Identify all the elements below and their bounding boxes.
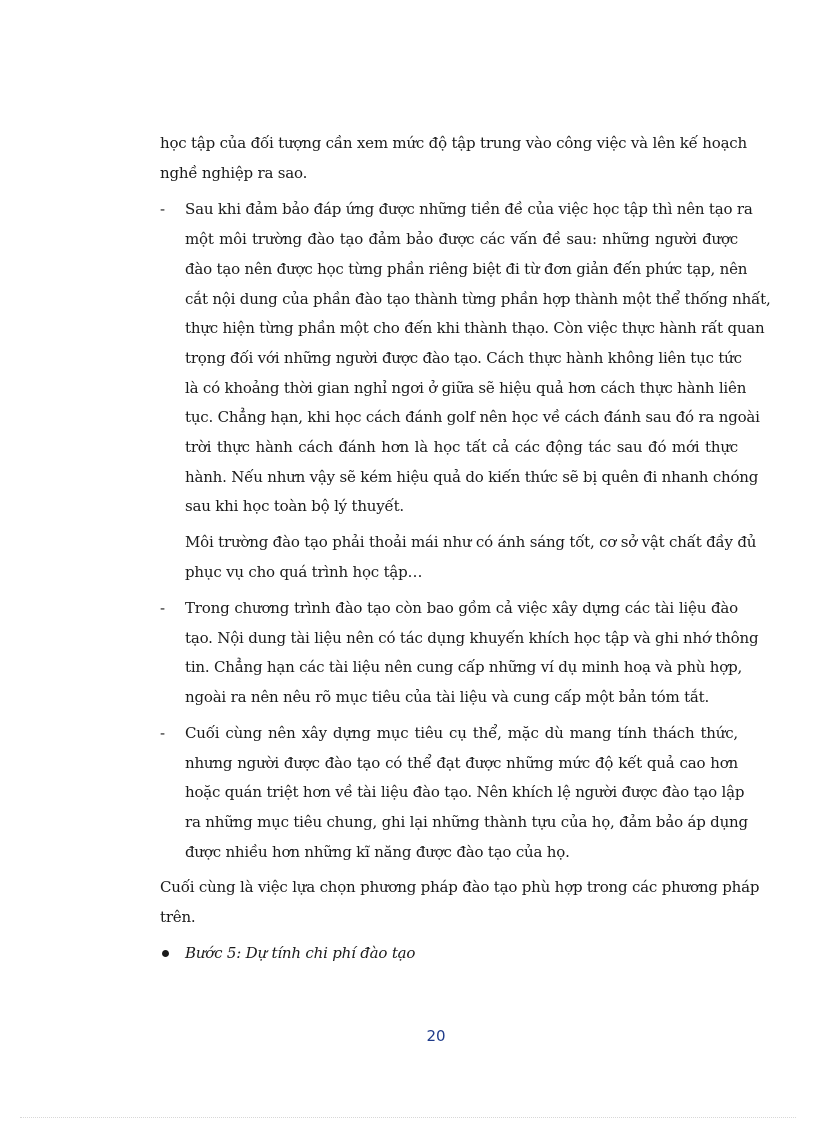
item2-line-4: ngoài ra nên nêu rõ mục tiêu của tài liệu và cung cấp một bản tóm tắt. bbox=[185, 688, 710, 706]
item3-line-2: nhưng người được đào tạo có thể đạt được những mức độ kết quả cao hơn bbox=[185, 754, 738, 772]
item1-line-2: một môi trường đào tạo đảm bảo được các vấn đề sau: những người được bbox=[185, 230, 738, 248]
item1-line-7: là có khoảng thời gian nghỉ ngơi ở giữa sẽ hiệu quả hơn cách thực hành liên bbox=[185, 379, 747, 397]
item1-extra-line-2: phục vụ cho quá trình học tập… bbox=[185, 563, 423, 581]
item1-line-6: trọng đối với những người được đào tạo. Cách thực hành không liên tục tức bbox=[185, 349, 742, 367]
intro-line-1: học tập của đối tượng cần xem mức độ tập trung vào công việc và lên kế hoạch bbox=[160, 134, 747, 152]
item1-extra-line-1: Môi trường đào tạo phải thoải mái như có ánh sáng tốt, cơ sở vật chất đầy đủ bbox=[185, 533, 757, 551]
item1-line-10: hành. Nếu nhưn vậy sẽ kém hiệu quả do kiến thức sẽ bị quên đi nhanh chóng bbox=[185, 468, 759, 486]
dash-marker-2: - bbox=[160, 599, 166, 617]
page-number: 20 bbox=[426, 1027, 446, 1045]
conclusion-line-2: trên. bbox=[160, 908, 196, 926]
item1-line-4: cắt nội dung của phần đào tạo thành từng phần hợp thành một thể thống nhất, bbox=[185, 290, 771, 308]
item3-line-4: ra những mục tiêu chung, ghi lại những thành tựu của họ, đảm bảo áp dụng bbox=[185, 813, 748, 831]
item2-line-2: tạo. Nội dung tài liệu nên có tác dụng khuyến khích học tập và ghi nhớ thông bbox=[185, 629, 759, 647]
item3-line-3: hoặc quán triệt hơn về tài liệu đào tạo. Nên khích lệ người được đào tạo lập bbox=[185, 783, 745, 801]
item1-line-8: tục. Chẳng hạn, khi học cách đánh golf nên học về cách đánh sau đó ra ngoài bbox=[185, 408, 760, 426]
conclusion-line-1: Cuối cùng là việc lựa chọn phương pháp đào tạo phù hợp trong các phương pháp bbox=[160, 878, 760, 896]
dash-marker-1: - bbox=[160, 200, 166, 218]
intro-line-2: nghề nghiệp ra sao. bbox=[160, 164, 308, 182]
item2-line-1: Trong chương trình đào tạo còn bao gồm cả việc xây dựng các tài liệu đào bbox=[185, 599, 738, 617]
step5-heading: Bước 5: Dự tính chi phí đào tạo bbox=[185, 944, 416, 962]
dash-marker-3: - bbox=[160, 724, 166, 742]
item1-line-3: đào tạo nên được học từng phần riêng biệt đi từ đơn giản đến phức tạp, nên bbox=[185, 260, 748, 278]
item3-line-1: Cuối cùng nên xây dựng mục tiêu cụ thể, mặc dù mang tính thách thức, bbox=[185, 724, 738, 742]
item1-line-11: sau khi học toàn bộ lý thuyết. bbox=[185, 497, 404, 515]
item3-line-5: được nhiều hơn những kĩ năng được đào tạo của họ. bbox=[185, 843, 570, 861]
item2-line-3: tin. Chẳng hạn các tài liệu nên cung cấp những ví dụ minh hoạ và phù hợp, bbox=[185, 658, 743, 676]
page-bottom-border bbox=[20, 1117, 796, 1118]
bullet-dot bbox=[162, 950, 169, 957]
item1-line-1: Sau khi đảm bảo đáp ứng được những tiền đề của việc học tập thì nên tạo ra bbox=[185, 200, 753, 218]
item1-line-5: thực hiện từng phần một cho đến khi thành thạo. Còn việc thực hành rất quan bbox=[185, 319, 765, 337]
item1-line-9: trời thực hành cách đánh hơn là học tất cả các động tác sau đó mới thực bbox=[185, 438, 738, 456]
